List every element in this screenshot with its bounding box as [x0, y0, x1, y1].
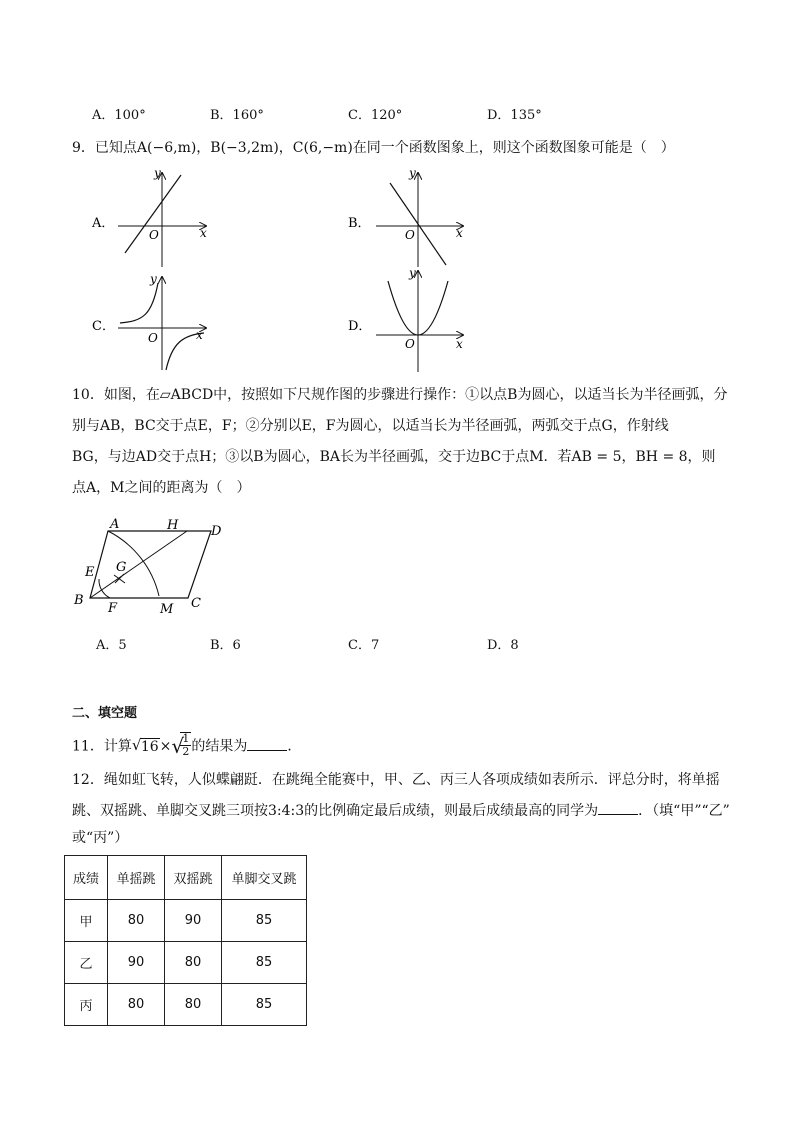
q11-answer-blank[interactable] — [247, 736, 287, 751]
graph-c — [92, 272, 206, 370]
q10-option-a: A．5 — [96, 638, 127, 653]
graph-d-x-label: x — [456, 337, 463, 351]
fig-label-a: A — [110, 517, 120, 532]
graph-a-x-label: x — [200, 226, 207, 240]
graph-b-x-label: x — [456, 226, 463, 240]
table-row — [65, 942, 307, 984]
q8-option-a: A．100° — [92, 108, 146, 123]
frac-num: 1 — [182, 732, 190, 745]
graph-a-y-label: y — [154, 166, 161, 180]
table-cell: 85 — [222, 900, 307, 942]
fig-label-g: G — [116, 560, 127, 575]
q12-line-2 — [72, 800, 730, 821]
graph-d-origin: O — [405, 337, 415, 351]
q12-line-1: 12．绳如虹飞转，人似蝶翩跹．在跳绳全能赛中，甲、乙、丙三人各项成绩如表所示．评总分时，将单摇 — [72, 772, 720, 788]
q10-option-c: C．7 — [348, 638, 380, 653]
graph-c-y-label: y — [150, 272, 157, 286]
fig-label-f: F — [108, 601, 118, 616]
table-cell: 80 — [108, 984, 165, 1026]
fig-label-h: H — [167, 518, 179, 533]
q10-figure — [70, 512, 240, 616]
table-cell: 丙 — [65, 984, 108, 1026]
graph-b — [348, 166, 463, 267]
table-cell: 85 — [222, 984, 307, 1026]
score-table — [64, 855, 307, 1026]
frac-den: 2 — [182, 745, 190, 758]
q10-option-d: D．8 — [487, 638, 519, 653]
graph-b-y-label: y — [409, 166, 416, 180]
q12-answer-blank[interactable] — [598, 800, 638, 815]
q10-line-1: 10．如图，在▱ABCD中，按照如下尺规作图的步骤进行操作：①以点B为圆心，以适当长为半径画弧，分 — [72, 387, 728, 403]
times-sign: × — [159, 738, 172, 755]
q11-suffix: 的结果为 — [191, 738, 248, 755]
q9-graphs — [88, 165, 488, 380]
graph-a-label: A． — [92, 216, 115, 231]
table-cell: 80 — [165, 984, 222, 1026]
graph-c-origin: O — [148, 331, 158, 345]
q8-option-b: B．160° — [210, 108, 264, 123]
table-cell: 90 — [108, 942, 165, 984]
table-cell: 80 — [108, 900, 165, 942]
fig-label-m: M — [160, 602, 174, 616]
q12-line-2-text: 跳、双摇跳、单脚交叉跳三项按3:4:3的比例确定最后成绩，则最后成绩最高的同学为 — [72, 803, 599, 819]
table-header-cell: 成绩 — [65, 856, 108, 900]
q10-option-b: B．6 — [210, 638, 241, 653]
q10-line-4: 点A，M之间的距离为（ ） — [72, 480, 251, 496]
fig-label-b: B — [74, 593, 84, 608]
q11-end: ． — [287, 738, 302, 755]
fig-label-d: D — [211, 524, 222, 539]
radicand-16: 16 — [140, 738, 159, 755]
sqrt-half: √ $\frac{1}{2}$ — [171, 732, 190, 758]
section-title: 二、填空题 — [72, 706, 138, 721]
graph-d-label: D． — [348, 319, 372, 334]
table-cell: 甲 — [65, 900, 108, 942]
table-header-row — [65, 856, 307, 900]
q8-option-c: C．120° — [348, 108, 403, 123]
table-header-cell: 双摇跳 — [165, 856, 222, 900]
table-row — [65, 900, 307, 942]
fig-label-e: E — [85, 565, 95, 580]
q12-line-3: 或“丙”） — [72, 830, 129, 846]
table-row — [65, 984, 307, 1026]
table-cell: 85 — [222, 942, 307, 984]
table-cell: 乙 — [65, 942, 108, 984]
q11 — [72, 732, 301, 761]
fig-label-c: C — [191, 596, 201, 611]
graph-a-origin: O — [149, 228, 159, 242]
table-cell: 80 — [165, 942, 222, 984]
graph-d — [348, 266, 463, 372]
table-cell: 90 — [165, 900, 222, 942]
table-header-cell: 单摇跳 — [108, 856, 165, 900]
graph-b-origin: O — [405, 228, 415, 242]
graph-b-label: B． — [348, 216, 371, 231]
graph-c-label: C． — [92, 319, 115, 334]
sqrt-16: √ 16 — [131, 735, 159, 755]
graph-c-x-label: x — [196, 328, 203, 342]
table-header-cell: 单脚交叉跳 — [222, 856, 307, 900]
q11-prefix: 11．计算 — [72, 738, 132, 755]
q9-stem: 9．已知点A(−6,m)，B(−3,2m)，C(6,−m)在同一个函数图象上，则这个函数图象可能是（ ） — [72, 140, 675, 156]
graph-d-y-label: y — [409, 266, 416, 280]
q10-line-2: 别与AB，BC交于点E，F；②分别以E，F为圆心，以适当长为半径画弧，两弧交于点G，作射线 — [72, 418, 669, 434]
q12-line-2-end: ．（填“甲”“乙” — [638, 803, 730, 819]
q8-option-d: D．135° — [487, 108, 542, 123]
graph-a — [91, 166, 207, 267]
q10-line-3: BG，与边AD交于点H；③以B为圆心，BA长为半径画弧，交于边BC于点M．若AB = 5，BH = 8，则 — [72, 449, 716, 465]
